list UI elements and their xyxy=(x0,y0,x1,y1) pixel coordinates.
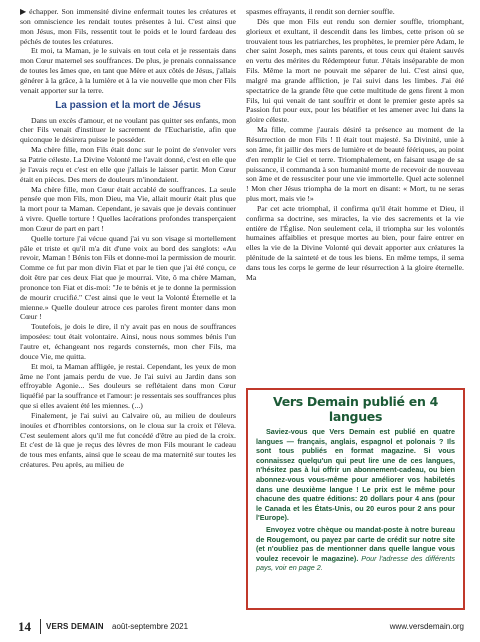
paragraph: Quelle torture j'ai vécue quand j'ai vu son visage si mortellement pâle et triste et qu'il m'a dit d'une voix au bord des sanglots: «Au revoir, Maman ! Bénis ton Fils et donne-moi la permission de mourir. Comme ce fut par mon divin Fiat et par le tien que j'ai été conçu, ce doit être par ces deux Fiat que je mourrai. Vite, ô ma chère Maman, prononce ton Fiat et dis-moi: "Je te bénis et je te donne la permission de mourir crucifié." C'est ainsi que le veut la Volonté Éternelle et la mienne.» Quelle douleur atroce ces paroles firent monter dans mon Cœur ! xyxy=(20,233,236,322)
paragraph: Dans un excès d'amour, et ne voulant pas quitter ses enfants, mon cher Fils venait d'instituer le sacrement de l'Eucharistie, afin que quiconque le désirera puisse le posséder. xyxy=(20,115,236,145)
page-footer xyxy=(18,621,464,635)
magazine-name: VERS DEMAIN xyxy=(46,622,104,631)
paragraph: Par cet acte triomphal, il confirma qu'il était homme et Dieu, il confirma sa doctrine, ses miracles, la vie des sacrements et la vie entière de l'Église. Non seulement cela, il triompha sur les volontés humaines affaiblies et presque mortes au bien, pour faire entrer en elles la vie de la Divine Volonté qui devait apporter aux créatures la plénitude de la sainteté et de tous les biens. En même temps, il sema dans tous les corps le germe de leur résurrection à la gloire éternelle. Ma xyxy=(246,203,464,282)
paragraph xyxy=(20,7,236,46)
paragraph: Toutefois, je dois le dire, il n'y avait pas en nous de souffrances imposées: tout était volontaire. Ainsi, nous nous sommes bénis l'un l'autre et, échangeant nos regards consternés, mon cher Fils, ma douce Vie, me quitta. xyxy=(20,322,236,361)
right-column xyxy=(246,7,464,283)
footer-divider xyxy=(40,619,41,634)
paragraph: spasmes effrayants, il rendit son dernier souffle. xyxy=(246,7,395,16)
box-title: Vers Demain publié en 4 langues xyxy=(273,394,438,424)
paragraph: Dès que mon Fils eut rendu son dernier souffle, triomphant, glorieux et exultant, il descendit dans les limbes, cette prison où se trouvaient tous les patriarches, les prophètes, le premier père Adam, le cher saint Joseph, mes saints parents, et tous ceux qui étaient sauvés en vertu des mérites du Rédempteur futur. J'étais inséparable de mon Fils. Même la mort ne pouvait me séparer de lui. C'est ainsi que, malgré ma grande affliction, je l'ai suivi dans les limbes. J'ai été spectatrice de la grande fête que cette multitude de gens firent à mon Fils, lui qui venait de tant souffrir et dont le premier geste après sa Passion fut pour eux, pour les béatifier et les amener avec lui dans la gloire céleste. xyxy=(246,16,464,125)
box-paragraph-text: Envoyez votre chèque ou mandat-poste à notre bureau de Rougemont, ou payez par carte de crédit sur notre site (et n'oubliez pas de mentionner dans quelle langue vous voulez recevoir le magazine). xyxy=(256,524,455,563)
triangle-right-icon: ▶ xyxy=(20,7,28,16)
paragraph: Et moi, ta Maman affligée, je restai. Cependant, les yeux de mon âme ne l'ont jamais perdu de vue. Je l'ai suivi au Jardin dans son effroyable Agonie... Ses douleurs se reflétaient dans mon Cœur liquéfié par la souffrance et l'amour: je ressentais ses souffrances plus que si elles avaient été les miennes. (...) xyxy=(20,361,236,411)
box-body xyxy=(248,427,463,573)
paragraph: Ma chère fille, mon Fils était donc sur le point de s'envoler vers sa Patrie céleste. La Divine Volonté me l'avait donné, c'est en elle que je l'avais reçu et c'est en elle que j'allais le laisser partir. Mon Cœur était en pièces. Des mers de douleurs m'inondaient. xyxy=(20,145,236,184)
website-url: www.versdemain.org xyxy=(389,622,464,631)
box-paragraph: Saviez-vous que Vers Demain est publié en quatre langues — français, anglais, espagnol et polonais ? Ils sont tous publiés en format magazine. Si vous connaissez quelqu'un qui peut lire une de ces langues, n'hésitez pas à lui offrir un abonnement-cadeau, ou bien abonnez-vous vous-même pour améliorer vos habiletés dans une deuxième langue ! Le prix est le même pour chacune des quatre éditions: 20 dollars pour 4 ans (pour le Canada et les États-Unis, ou 20 euros pour 2 ans pour l'Europe). xyxy=(256,427,455,523)
box-paragraph xyxy=(256,525,455,573)
section-heading: La passion et la mort de Jésus xyxy=(55,99,201,111)
issue-date: août-septembre 2021 xyxy=(112,622,189,631)
paragraph: Ma chère fille, mon Cœur était accablé de souffrances. La seule pensée que mon Fils, mon Dieu, ma Vie, allait mourir était plus que la mort pour ta Maman. Cependant, je savais que je devais continuer à vivre. Quelle torture ! Quelles lacérations profondes transperçaient mon Cœur de part en part ! xyxy=(20,184,236,233)
subscription-info-box xyxy=(246,388,465,610)
paragraph-text: échapper. Son immensité divine enfermait toutes les créatures et son omniscience les rendait toutes présentes à lui. C'est ainsi que mon Jésus, mon Fils, ressentit tout le poids et le lourd fardeau des péchés de toutes les créatures. xyxy=(20,7,236,46)
left-column xyxy=(20,7,236,470)
paragraph: Finalement, je l'ai suivi au Calvaire où, au milieu de douleurs inouïes et d'horribles contorsions, on le cloua sur la croix et l'éleva. C'est seulement alors qu'il me fut concédé d'être au pied de la croix. Et c'est de là que je reçus des lèvres de mon Fils mourant le cadeau de tous mes enfants, ainsi que le sceau de ma maternité sur toutes les créatures. Peu après, au milieu de xyxy=(20,410,236,470)
page-number: 14 xyxy=(18,619,31,634)
box-address-note: Pour l'adresse des différents pays, voir en page 2. xyxy=(256,553,455,573)
paragraph: Ma fille, comme j'aurais désiré ta présence au moment de la Résurrection de mon Fils ! Il était tout majesté. Sa Divinité, unie à son âme, fit jaillir des mers de lumière et de beauté féériques, au point d'en remplir le Ciel et terre. Triomphalement, en faisant usage de sa puissance, il commanda à son humanité morte de recevoir de nouveau son âme et de ressusciter pour une vie immortelle. Quel acte solennel ! Mon cher Jésus triompha de la mort en disant: « Mort, tu ne seras plus mort, mais vie !» xyxy=(246,125,464,204)
paragraph: Et moi, ta Maman, je le suivais en tout cela et je ressentais dans mon Cœur maternel ses souffrances. De plus, je prenais connaissance de toutes les âmes que, en tant que Mère et aux côtés de Jésus, j'allais générer à la grâce, à la lumière et à la vie nouvelle que mon cher Fils venait apporter sur la terre. xyxy=(20,46,236,95)
